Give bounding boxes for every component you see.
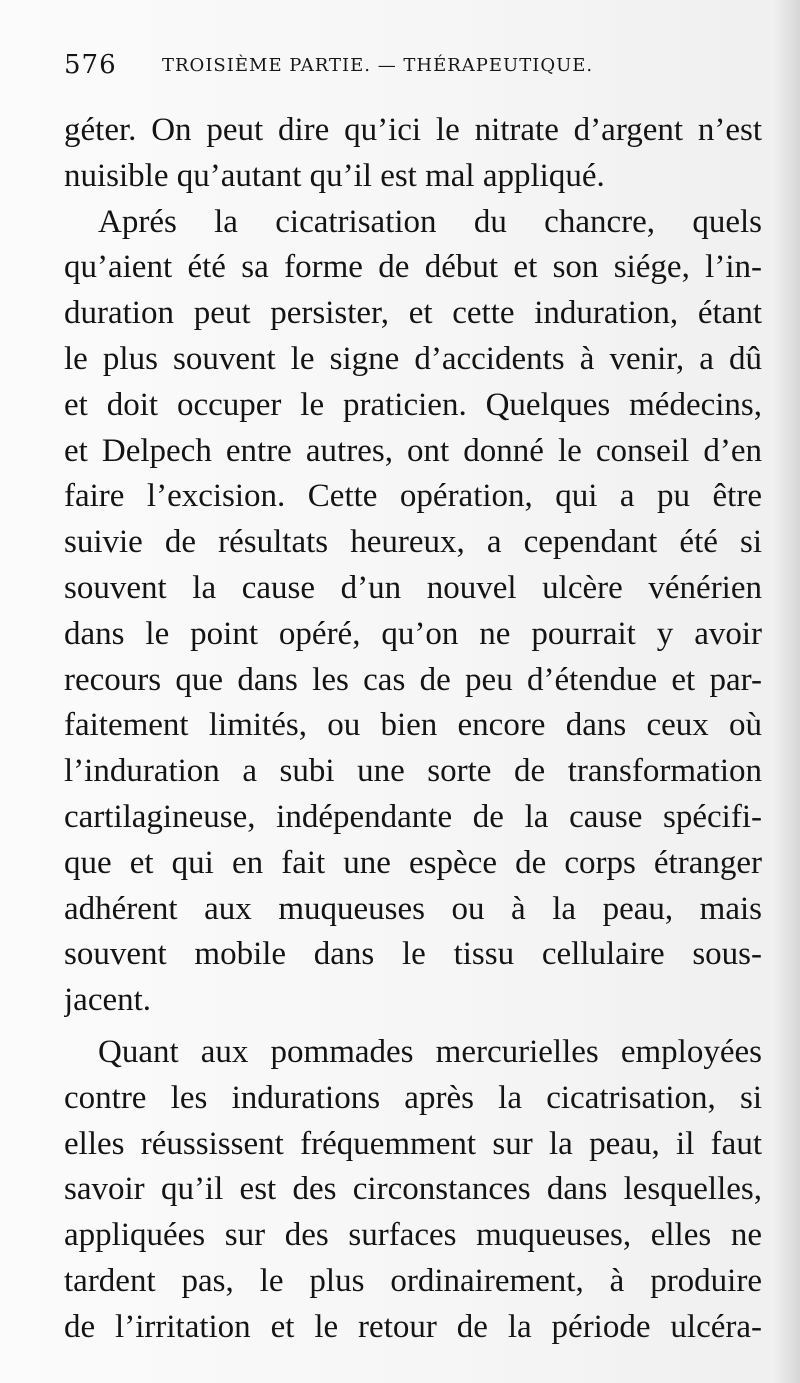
text-line: tardent pas, le plus ordinairement, à produire <box>64 1262 762 1299</box>
text-line: contre les indurations après la cicatrisation, si <box>64 1079 762 1116</box>
text-line: qu’aient été sa forme de début et son siége, l’in- <box>64 249 762 286</box>
text-line: souvent la cause d’un nouvel ulcère vénérien <box>64 569 762 606</box>
text-line: adhérent aux muqueuses ou à la peau, mais <box>64 890 762 927</box>
body-text <box>64 108 762 1351</box>
text-line: suivie de résultats heureux, a cependant été si <box>64 524 762 561</box>
page-number: 576 <box>64 50 117 80</box>
text-line: recours que dans les cas de peu d’étendue et par- <box>64 661 762 698</box>
text-line: géter. On peut dire qu’ici le nitrate d’argent n’est <box>64 112 762 148</box>
text-line: faire l’excision. Cette opération, qui a pu être <box>64 478 762 515</box>
text-line: de l’irritation et le retour de la période ulcéra- <box>64 1308 762 1345</box>
text-line: elles réussissent fréquemment sur la peau, il faut <box>64 1125 762 1162</box>
text-line: l’induration a subi une sorte de transformation <box>64 753 762 790</box>
text-line: appliquées sur des surfaces muqueuses, elles ne <box>64 1217 762 1254</box>
text-line: le plus souvent le signe d’accidents à venir, a dû <box>64 340 762 377</box>
text-line: dans le point opéré, qu’on ne pourrait y avoir <box>64 615 762 652</box>
text-line: faitement limités, ou bien encore dans ceux où <box>64 707 762 744</box>
text-line: Quant aux pommades mercurielles employées <box>98 1033 762 1070</box>
text-line: et doit occuper le praticien. Quelques médecins, <box>64 386 762 423</box>
text-line: et Delpech entre autres, ont donné le conseil d’en <box>64 432 762 469</box>
text-line: nuisible qu’autant qu’il est mal appliqué. <box>64 157 605 194</box>
text-line: Aprés la cicatrisation du chancre, quels <box>98 203 762 240</box>
page-edge-shadow <box>774 0 800 1383</box>
text-line: jacent. <box>64 982 152 1019</box>
text-line: que et qui en fait une espèce de corps étranger <box>64 844 762 881</box>
text-line: souvent mobile dans le tissu cellulaire sous- <box>64 936 762 973</box>
running-head: TROISIÈME PARTIE. — THÉRAPEUTIQUE. <box>162 55 594 76</box>
text-line: duration peut persister, et cette induration, étant <box>64 295 762 332</box>
text-line: savoir qu’il est des circonstances dans lesquelles, <box>64 1171 762 1208</box>
text-line: cartilagineuse, indépendante de la cause spécifi- <box>64 798 762 835</box>
